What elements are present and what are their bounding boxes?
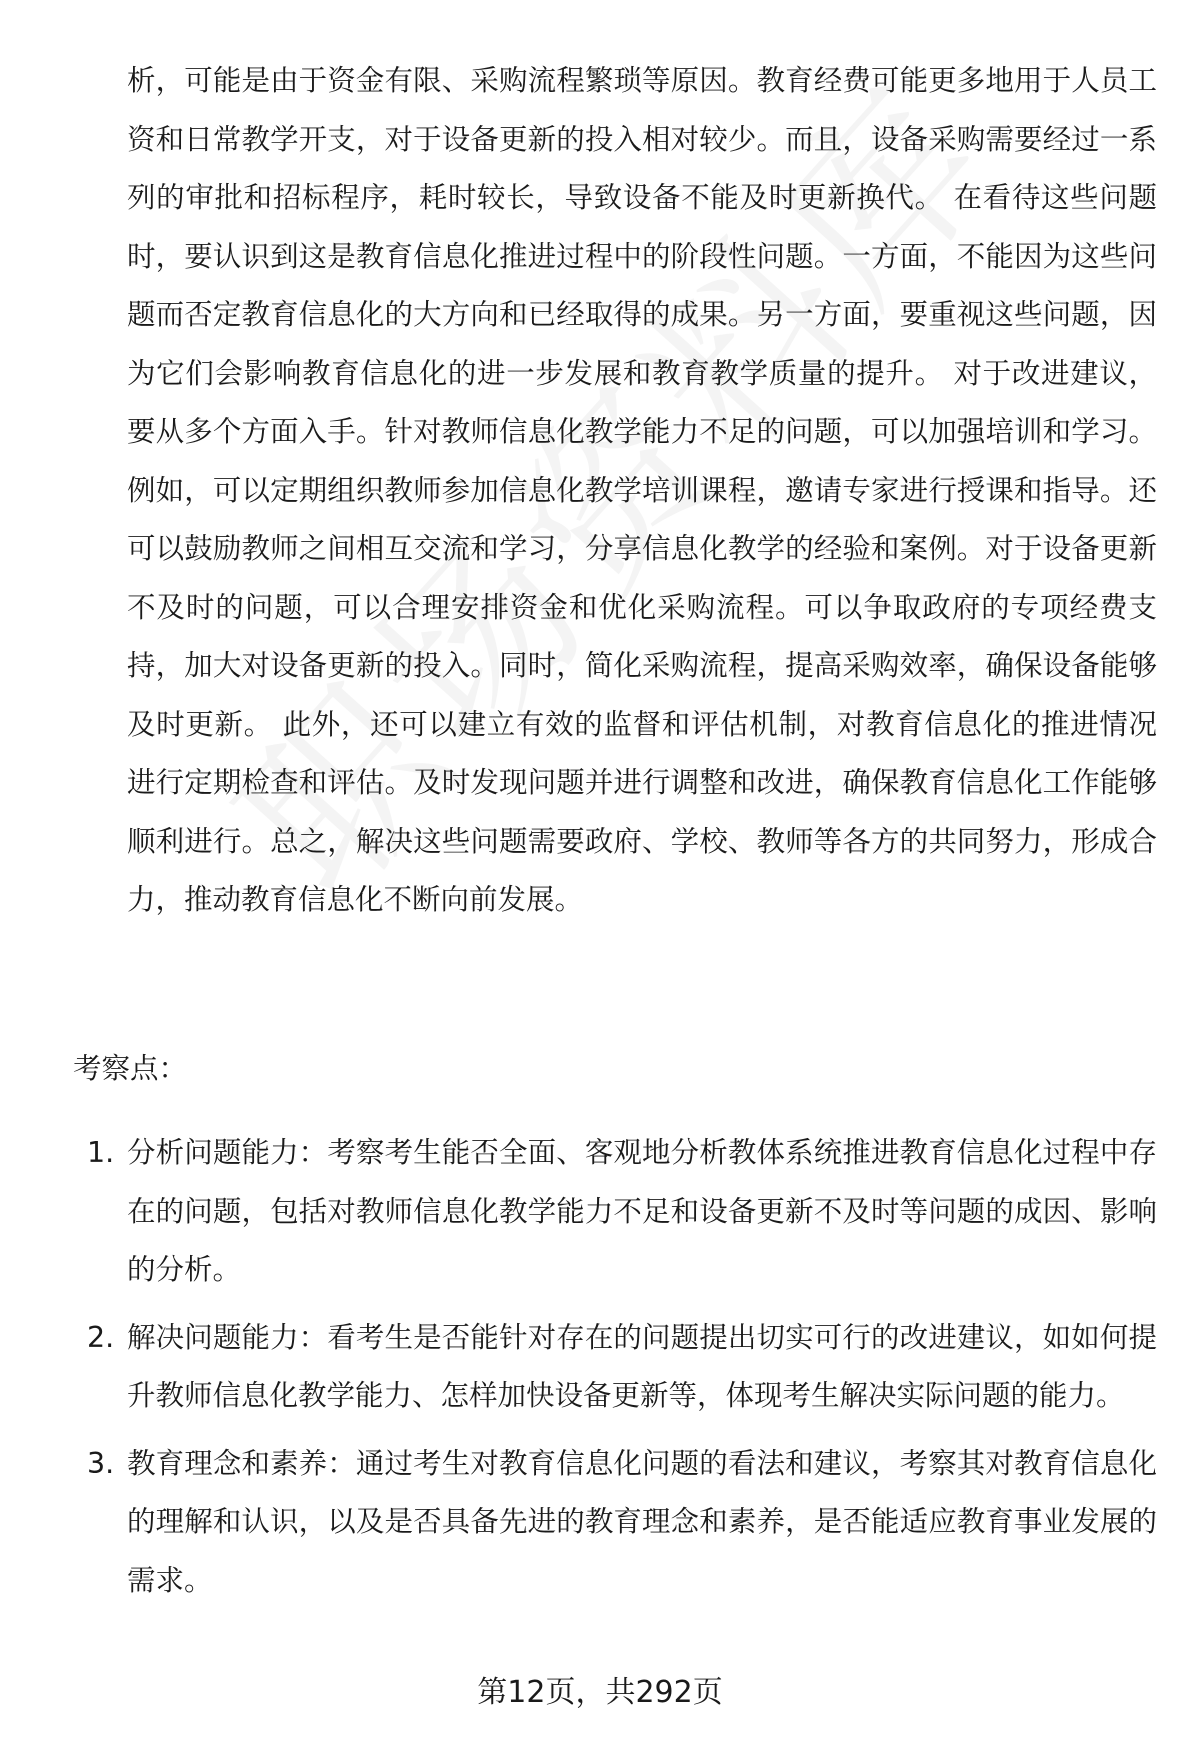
- list-item-number: 1.: [87, 1136, 115, 1169]
- list-item-text: 分析问题能力：考察考生能否全面、客观地分析教体系统推进教育信息化过程中存在的问题，包括对教师信息化教学能力不足和设备更新不及时等问题的成因、影响的分析。: [127, 1136, 1157, 1286]
- list-item-text: 教育理念和素养：通过考生对教育信息化问题的看法和建议，考察其对教育信息化的理解和认识，以及是否具备先进的教育理念和素养，是否能适应教育事业发展的需求。: [127, 1446, 1157, 1597]
- list-item: [0, 1124, 1200, 1300]
- points-list: [0, 1124, 1200, 1619]
- list-item-number: 2.: [87, 1320, 115, 1354]
- body-paragraph: 析，可能是由于资金有限、采购流程繁琐等原因。教育经费可能更多地用于人员工资和日常教学开支，对于设备更新的投入相对较少。而且，设备采购需要经过一系列的审批和招标程序，耗时较长，导致设备不能及时更新换代。 在看待这些问题时，要认识到这是教育信息化推进过程中的阶段性问题。一方面，不能因为这些问题而否定教育信息化的大方向和已经取得的成果。另一方面，要重视这些问题，因为它们会影响教育信息化的进一步发展和教育教学质量的提升。 对于改进建议，要从多个方面入手。针对教师信息化教学能力不足的问题，可以加强培训和学习。例如，可以定期组织教师参加信息化教学培训课程，邀请专家进行授课和指导。还可以鼓励教师之间相互交流和学习，分享信息化教学的经验和案例。对于设备更新不及时的问题，可以合理安排资金和优化采购流程。可以争取政府的专项经费支持，加大对设备更新的投入。同时，简化采购流程，提高采购效率，确保设备能够及时更新。 此外，还可以建立有效的监督和评估机制，对教育信息化的推进情况进行定期检查和评估。及时发现问题并进行调整和改进，确保教育信息化工作能够顺利进行。总之，解决这些问题需要政府、学校、教师等各方的共同努力，形成合力，推动教育信息化不断向前发展。: [127, 64, 1157, 916]
- page-number: 第12页，共292页: [477, 1675, 723, 1710]
- list-item: [0, 1309, 1200, 1426]
- section-title: 考察点：: [73, 1052, 188, 1085]
- list-item: [0, 1435, 1200, 1611]
- list-item-text: 解决问题能力：看考生是否能针对存在的问题提出切实可行的改进建议，如如何提升教师信息化教学能力、怎样加快设备更新等，体现考生解决实际问题的能力。: [127, 1320, 1157, 1412]
- list-item-number: 3.: [87, 1446, 115, 1480]
